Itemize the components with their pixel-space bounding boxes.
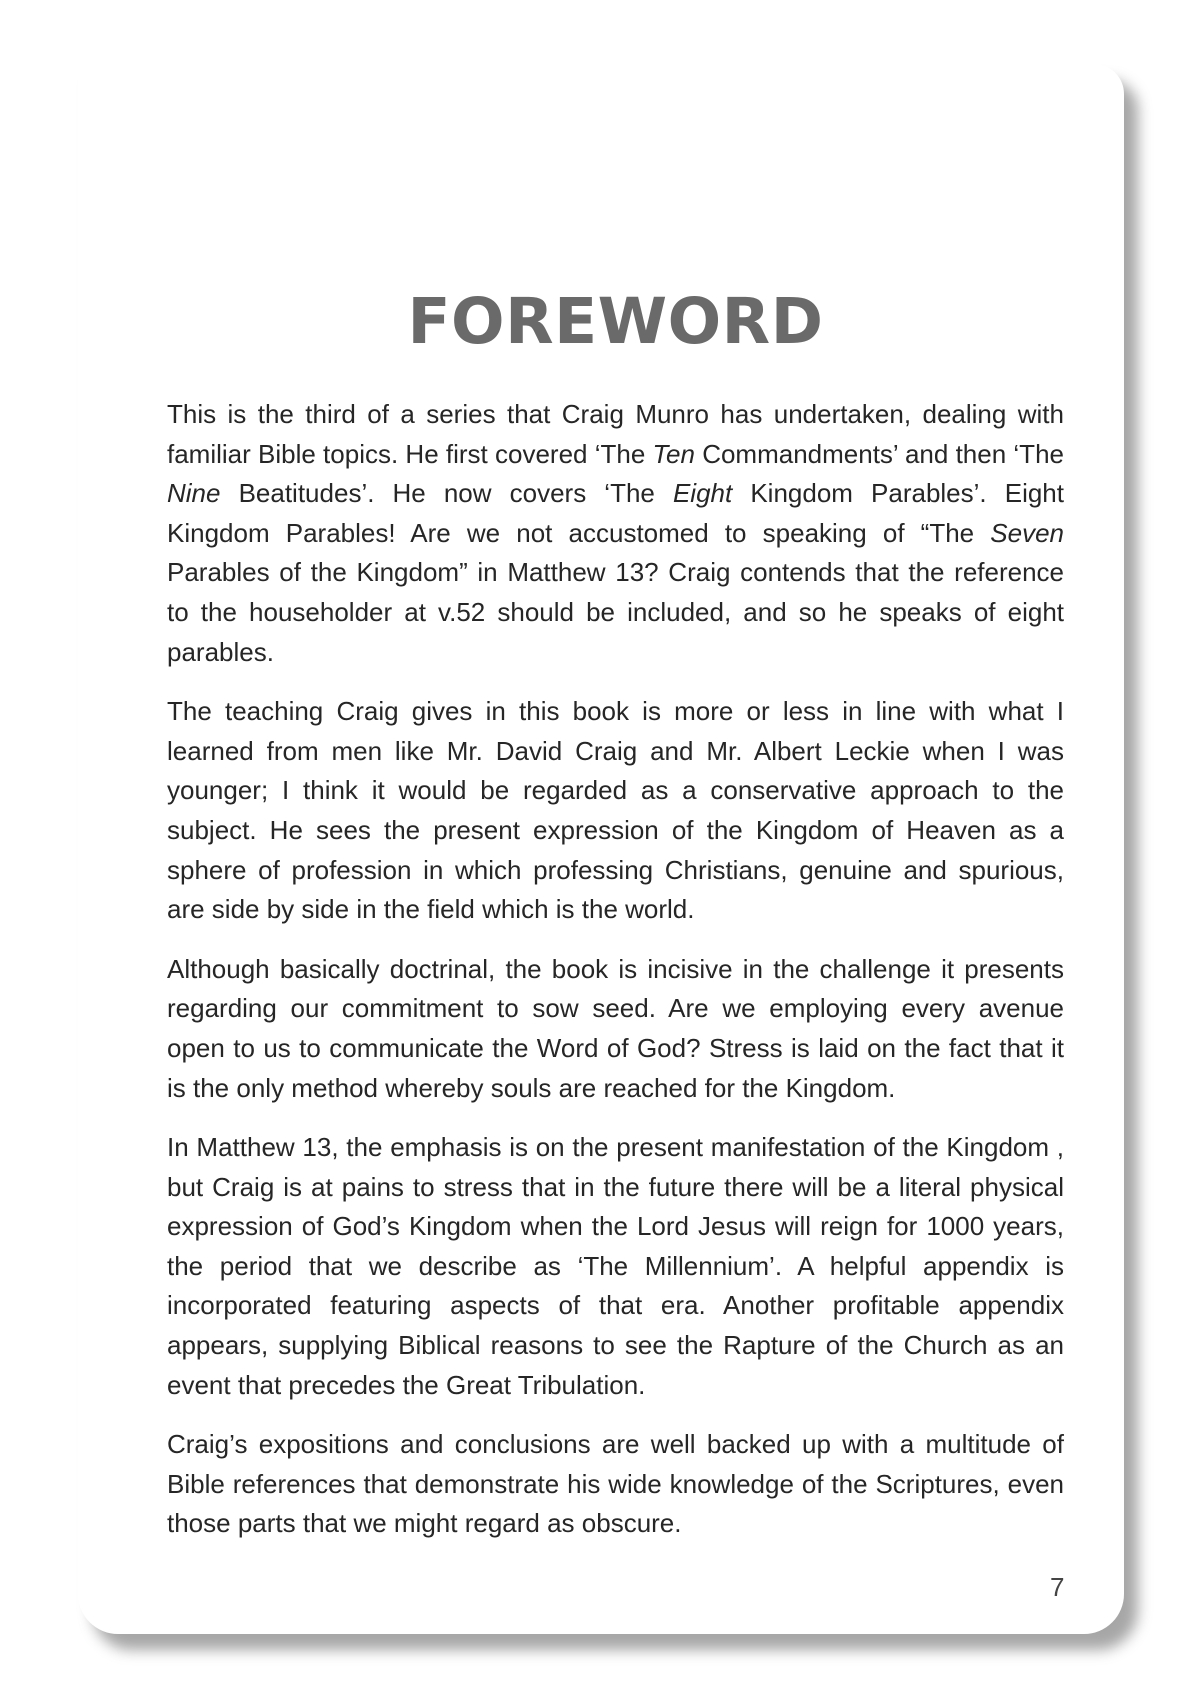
page-title: FOREWORD bbox=[407, 285, 824, 358]
paragraph-text: Commandments’ and then ‘The bbox=[694, 438, 1064, 469]
paragraph-text: The teaching Craig gives in this book is more or less in line with what I learned from men like Mr. David Craig and Mr. Albert Leckie when I was younger; I think it would be regarded as a conservative approach to the subject. He sees the present expression of the Kingdom of Heaven as a sphere of profession in which professing Christians, genuine and spurious, are side by side in the field which is the world. bbox=[167, 696, 1064, 925]
italic-text: Eight bbox=[672, 478, 733, 509]
paragraph-text: Craig’s expositions and conclusions are well backed up with a multitude of Bible references that demonstrate his wide knowledge of the Scriptures, even those parts that we might regard as obscure. bbox=[167, 1429, 1064, 1539]
paragraph-text: Parables of the Kingdom” in Matthew 13? Craig contends that the reference to the householder at v.52 should be included, and so he speaks of eight parables. bbox=[167, 557, 1064, 667]
paragraph bbox=[167, 1128, 1064, 1405]
paragraph-text: This is the third of a series that Craig Munro has undertaken, dealing with familiar Bible topics. He first covered ‘The bbox=[167, 399, 1064, 469]
paragraph bbox=[167, 1425, 1064, 1544]
italic-text: Seven bbox=[990, 517, 1064, 548]
paragraph-text: Beatitudes’. He now covers ‘The bbox=[220, 478, 673, 509]
italic-text: Ten bbox=[652, 438, 695, 469]
paragraph bbox=[167, 692, 1064, 930]
italic-text: Nine bbox=[167, 478, 221, 509]
paragraph-text: Kingdom Parables’. Eight Kingdom Parables! Are we not accustomed to speaking of “The bbox=[167, 478, 1064, 548]
page-content bbox=[167, 285, 1064, 1564]
foreword-body bbox=[167, 395, 1064, 1544]
paragraph bbox=[167, 395, 1064, 672]
page-number: 7 bbox=[1050, 1572, 1065, 1602]
paragraph bbox=[167, 950, 1064, 1108]
paragraph-text: Although basically doctrinal, the book is incisive in the challenge it presents regarding our commitment to sow seed. Are we employing every avenue open to us to communicate the Word of God? Stress is laid on the fact that it is the only method whereby souls are reached for the Kingdom. bbox=[167, 953, 1064, 1103]
paragraph-text: In Matthew 13, the emphasis is on the present manifestation of the Kingdom , but Craig is at pains to stress that in the future there will be a literal physical expression of God’s Kingdom when the Lord Jesus will reign for 1000 years, the period that we describe as ‘The Millennium’. A helpful appendix is incorporated featuring aspects of that era. Another profitable appendix appears, supplying Biblical reasons to see the Rapture of the Church as an event that precedes the Great Tribulation. bbox=[167, 1132, 1064, 1400]
